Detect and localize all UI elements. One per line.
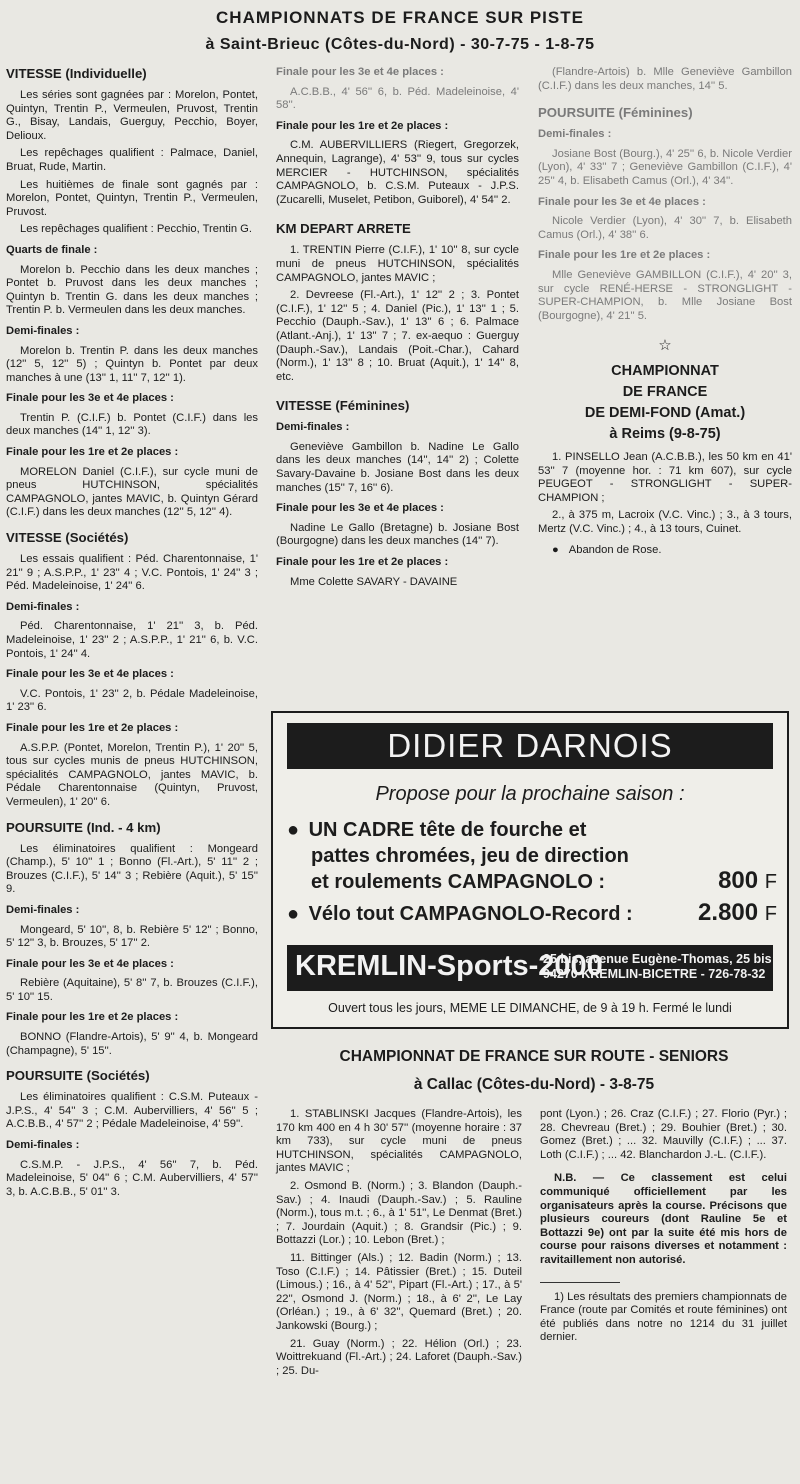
ad-item-text: Vélo tout CAMPAGNOLO-Record : (308, 903, 633, 925)
ad-title: DIDIER DARNOIS (287, 723, 773, 769)
paragraph: Geneviève Gambillon b. Nadine Le Gallo dans les deux manches (14'', 14'' 2) ; Colette Savary-Davaine b. Josiane Bost dans les deux manches (15'' 7, 16'' 6). (276, 440, 519, 494)
paragraph: A.S.P.P. (Pontet, Morelon, Trentin P.), 1' 20'' 5, tous sur cycles munis de pneus HUTCHINSON, spécialités CAMPAGNOLO, jantes MAVIC, b. Pédale Charentonnaise (Quintyn, Pruvost, Vermeulen), 1' 20'' 6. (6, 741, 258, 808)
section-title: POURSUITE (Féminines) (538, 105, 693, 121)
paragraph: V.C. Pontois, 1' 23'' 2, b. Pédale Madeleinoise, 1' 23'' 6. (6, 687, 258, 714)
ad-footer: Ouvert tous les jours, MEME LE DIMANCHE, de 9 à 19 h. Fermé le lundi (328, 1001, 732, 1015)
subheading: Demi-finales : (6, 903, 80, 916)
paragraph: Morelon b. Pecchio dans les deux manches ; Pontet b. Pruvost dans les deux manches ; Quintyn b. Trentin G. dans les deux manches ; Trentin P. b. Vermeulen dans les deux manches. (6, 263, 258, 317)
page-title: CHAMPIONNATS DE FRANCE SUR PISTE (216, 8, 584, 27)
paragraph: Les repêchages qualifient : Palmace, Daniel, Bruat, Rude, Martin. (6, 147, 258, 173)
currency: F (764, 903, 777, 925)
title-line: CHAMPIONNAT (611, 362, 719, 379)
bullet-icon: ● (287, 903, 300, 925)
paragraph: Mme Colette SAVARY - DAVAINE (290, 575, 458, 588)
subheading: Quarts de finale : (6, 243, 98, 256)
bullet-icon: ● (287, 819, 300, 841)
ad-item-text: pattes chromées, jeu de direction (311, 845, 629, 867)
subheading: Finale pour les 3e et 4e places : (538, 195, 706, 208)
paragraph: Les huitièmes de finale sont gagnés par : Morelon, Pontet, Quintyn, Trentin P., Vermeulen, Pruvost. (6, 178, 258, 218)
section-title: VITESSE (Individuelle) (6, 66, 147, 81)
paragraph: C.M. AUBERVILLIERS (Riegert, Gregorzek, Annequin, Lagrange), 4' 53'' 9, tous sur cycles MERCIER - HUTCHINSON, spécialités CAMPAGNOLO, b. C.S.M. Puteaux - J.P.S. (Zucarelli, Muselet, Petibon, Guiborel), 4' 54'' 2. (276, 139, 519, 206)
section-title (538, 361, 792, 445)
paragraph: 2., à 375 m, Lacroix (V.C. Vinc.) ; 3., à 3 tours, Mertz (V.C. Vinc.) ; 4., à 13 tours, Cuinet. (538, 509, 792, 535)
section-title: KM DEPART ARRETE (276, 221, 411, 237)
shop-name: KREMLIN-Sports-2000 (295, 950, 603, 982)
paragraph: (Flandre-Artois) b. Mlle Geneviève Gambillon (C.I.F.) dans les deux manches, 14'' 5. (538, 66, 792, 92)
subheading: Demi-finales : (538, 128, 612, 141)
paragraph: Les repêchages qualifient : Pecchio, Trentin G. (20, 223, 252, 236)
subheading: Finale pour les 3e et 4e places : (276, 66, 444, 78)
column-right (538, 66, 792, 562)
paragraph: Josiane Bost (Bourg.), 4' 25'' 6, b. Nicole Verdier (Lyon), 4' 33'' 7 ; Geneviève Gambillon (C.I.F.), 4' 25'' 4, b. Elisabeth Camus (Orl.), 4' 34''. (538, 147, 792, 187)
section-subtitle: à Callac (Côtes-du-Nord) - 3-8-75 (413, 1076, 655, 1093)
title-line: à Reims (9-8-75) (609, 425, 721, 442)
paragraph: MORELON Daniel (C.I.F.), sur cycle muni de pneus HUTCHINSON, spécialités CAMPAGNOLO, jantes MAVIC, b. Quintyn Gérard (C.I.F.) dans les deux manches (12'' 5, 12'' 4). (6, 465, 258, 519)
shop-banner (287, 945, 773, 991)
paragraph: Nadine Le Gallo (Bretagne) b. Josiane Bost (Bourgogne) dans les deux manches (14'' 7). (276, 521, 519, 548)
paragraph: Trentin P. (C.I.F.) b. Pontet (C.I.F.) dans les deux manches (14'' 1, 12'' 3). (6, 411, 258, 438)
footnote: 1) Les résultats des premiers championnats de France (route par Comités et route féminines) ont été publiés dans notre no 1214 du 31 juillet dernier. (540, 1290, 787, 1344)
subheading: Demi-finales : (6, 600, 80, 613)
currency: F (764, 871, 777, 893)
price (698, 899, 777, 927)
subheading: Finale pour les 1re et 2e places : (276, 556, 449, 569)
paragraph: Les séries sont gagnées par : Morelon, Pontet, Quintyn, Trentin P., Vermeulen, Pruvost, Trentin G., Bisay, Landais, Guerguy, Pecchio, Boyer, Delioux. (6, 89, 258, 142)
subheading: Finale pour les 3e et 4e places : (6, 957, 174, 970)
paragraph: C.S.M.P. - J.P.S., 4' 56'' 7, b. Péd. Madeleinoise, 5' 04'' 6 ; C.M. Aubervilliers, 4' 57'' 3, b. A.C.B.B., 5' 01'' 3. (6, 1158, 258, 1198)
subheading: Demi-finales : (276, 421, 350, 434)
subheading: Demi-finales : (6, 324, 80, 337)
paragraph: pont (Lyon.) ; 26. Craz (C.I.F.) ; 27. Florio (Pyr.) ; 28. Chevreau (Bret.) ; 29. Bouhier (Bret.) ; 30. Gomez (Bret.) ; ... 32. Mauvilly (C.I.F.) ; ... 37. Loth (C.I.F.) ; ... 42. Blanchardon J.-L. (C.I.F.). (540, 1108, 787, 1161)
subheading: Finale pour les 1re et 2e places : (538, 249, 711, 262)
divider (540, 1282, 620, 1283)
paragraph: 1. STABLINSKI Jacques (Flandre-Artois), les 170 km 400 en 4 h 30' 57'' (moyenne horaire : 37 km 733), sur cycle muni de pneus HUTCHINSON, spécialités CAMPAGNOLO, jantes MAVIC ; (276, 1108, 522, 1175)
subheading: Demi-finales : (6, 1139, 80, 1152)
paragraph: 1. TRENTIN Pierre (C.I.F.), 1' 10'' 8, sur cycle muni de pneus HUTCHINSON, spécialités CAMPAGNOLO, jantes MAVIC ; (276, 244, 519, 284)
ad-item-text: et roulements CAMPAGNOLO : (311, 871, 606, 893)
subheading: Finale pour les 3e et 4e places : (6, 668, 174, 681)
paragraph: Rebière (Aquitaine), 5' 8'' 7, b. Brouzes (C.I.F.), 5' 10'' 15. (6, 977, 258, 1003)
title-line: DE DEMI-FOND (Amat.) (584, 404, 746, 421)
ad-subtitle: Propose pour la prochaine saison : (375, 783, 685, 805)
column-left (6, 66, 258, 1203)
title-line: DE FRANCE (622, 383, 708, 400)
paragraph: Les essais qualifient : Péd. Charentonnaise, 1' 21'' 9 ; A.S.P.P., 1' 23'' 4 ; V.C. Pontois, 1' 24'' 3 ; Péd. Madeleinoise, 1' 24'' 6. (6, 553, 258, 593)
paragraph: 21. Guay (Norm.) ; 22. Hélion (Orl.) ; 23. Woittrekuand (Fl.-Art.) ; 24. Laforet (Dauph.-Sav.) ; 25. Du- (276, 1337, 522, 1377)
paragraph: A.C.B.B., 4' 56'' 6, b. Péd. Madeleinoise, 4' 58''. (276, 85, 519, 112)
paragraph: Nicole Verdier (Lyon), 4' 30'' 7, b. Elisabeth Camus (Orl.), 4' 38'' 6. (538, 215, 792, 241)
paragraph: 1. PINSELLO Jean (A.C.B.B.), les 50 km en 41' 53'' 7 (moyenne hor. : 71 km 607), sur cycle PEUGEOT - STRONGLIGHT - SUPER-CHAMPION ; (538, 450, 792, 504)
paragraph: Morelon b. Trentin P. dans les deux manches (12'' 5, 12'' 5) ; Quintyn b. Pontet par deux manches à une (13'' 1, 11'' 7, 12'' 1). (6, 344, 258, 384)
route-column-left (276, 1108, 522, 1382)
section-title: POURSUITE (Ind. - 4 km) (6, 819, 161, 835)
subheading: Finale pour les 3e et 4e places : (6, 392, 174, 405)
paragraph: 11. Bittinger (Als.) ; 12. Badin (Norm.) ; 13. Toso (C.I.F.) ; 14. Pâtissier (Bret.) ; 15. Duteil (Limous.) ; 16., à 4' 52'', Pipart (Fl.-Art.) ; 17., à 5' 22'', Osmond J. (Norm.) ; 18., à 6' 2'', Le Lay (Orléan.) ; 19., à 6' 32'', Quemard (Bret.) ; 20. Jankowski (Bourg.) ; (276, 1251, 522, 1332)
section-title: VITESSE (Féminines) (276, 398, 410, 414)
route-column-right (540, 1108, 787, 1349)
column-middle (276, 66, 519, 593)
star-icon: ☆ (658, 337, 672, 355)
subheading: Finale pour les 3e et 4e places : (276, 502, 444, 515)
page-subtitle: à Saint-Brieuc (Côtes-du-Nord) - 30-7-75 - 1-8-75 (205, 36, 595, 53)
paragraph: Péd. Charentonnaise, 1' 21'' 3, b. Péd. Madeleinoise, 1' 23'' 2 ; A.S.P.P., 1' 21'' 6, b. V.C. Pontois, 1' 24'' 4. (6, 620, 258, 660)
ad-item-text: UN CADRE tête de fourche et (308, 819, 587, 841)
price-value: 800 (718, 867, 759, 894)
subheading: Finale pour les 1re et 2e places : (276, 119, 449, 132)
subheading: Finale pour les 1re et 2e places : (6, 1011, 179, 1024)
address-line: 25 bis, avenue Eugène-Thomas, 25 bis (543, 952, 772, 966)
section-title: POURSUITE (Sociétés) (6, 1068, 150, 1084)
advertisement (271, 711, 789, 1029)
paragraph: Les éliminatoires qualifient : Mongeard (Champ.), 5' 10'' 1 ; Bonno (Fl.-Art.), 5' 11'' 2 ; Brouzes (C.I.F.), 5' 14'' 3 ; Rebière (Aquit.), 5' 15'' 9. (6, 842, 258, 896)
paragraph: Mongeard, 5' 10'', 8, b. Rebière 5' 12'' ; Bonno, 5' 12'' 3, b. Brouzes, 5' 17'' 2. (6, 923, 258, 950)
paragraph: BONNO (Flandre-Artois), 5' 9'' 4, b. Mongeard (Champagne), 5' 15''. (6, 1031, 258, 1057)
note: N.B. — Ce classement est celui communiqué officiellement par les organisateurs après la course. Précisons que plusieurs coureurs (dont Rauline 5e et Bottazzi 9e) ont par la suite été mis hors de course pour raisons diverses et notamment : ravitaillement non autorisé. (540, 1172, 787, 1266)
section-title: CHAMPIONNAT DE FRANCE SUR ROUTE - SENIORS (339, 1048, 729, 1065)
paragraph: Les éliminatoires qualifient : C.S.M. Puteaux - J.P.S., 4' 54'' 3 ; C.M. Aubervilliers, 4' 56'' 5 ; A.C.B.B., 4' 57'' 2 ; Pédale Madeleinoise, 4' 59''. (6, 1091, 258, 1131)
paragraph: 2. Devreese (Fl.-Art.), 1' 12'' 2 ; 3. Pontet (C.I.F.), 1' 12'' 5 ; 4. Daniel (Pic.), 1' 13'' 1 ; 5. Pecchio (Dauph.-Sav.), 1' 13'' 6 ; 6. Palmace (Atlant.-Anj.), 1' 13'' 7 ; 7. ex-aequo : Guerguy (Dauph.-Sav.), Landais (Poit.-Char.), Cahard (Norm.), 1' 13'' 8 ; 10. Bruat (Aquit.), 1' 14'' 8, etc. (276, 289, 519, 383)
price-value: 2.800 (698, 899, 759, 926)
section-title: VITESSE (Sociétés) (6, 530, 129, 546)
subheading: Finale pour les 1re et 2e places : (6, 446, 179, 459)
paragraph: Mlle Geneviève GAMBILLON (C.I.F.), 4' 20'' 3, sur cycle RENÉ-HERSE - STRONGLIGHT - SUPER-CHAMPION, b. Mlle Josiane Bost (Bourgogne), 4' 21'' 5. (538, 268, 792, 322)
ad-item (287, 817, 777, 843)
paragraph: 2. Osmond B. (Norm.) ; 3. Blandon (Dauph.-Sav.) ; 4. Inaudi (Dauph.-Sav.) ; 5. Rauline (Norm.), tous m.t. ; 6., à 1' 51'', Le Denmat (Bret.) ; 7. Jourdain (Aquit.) ; 8. Grandsir (Pic.) ; 9. Bottazzi (Lor.) ; 10. Lebon (Bret.) ; (276, 1179, 522, 1247)
address-line: 94270 KREMLIN-BICETRE - 726-78-32 (543, 967, 766, 981)
subheading: Finale pour les 1re et 2e places : (6, 721, 179, 734)
price (718, 867, 777, 895)
paragraph: ● Abandon de Rose. (538, 544, 792, 558)
shop-address (543, 952, 772, 982)
